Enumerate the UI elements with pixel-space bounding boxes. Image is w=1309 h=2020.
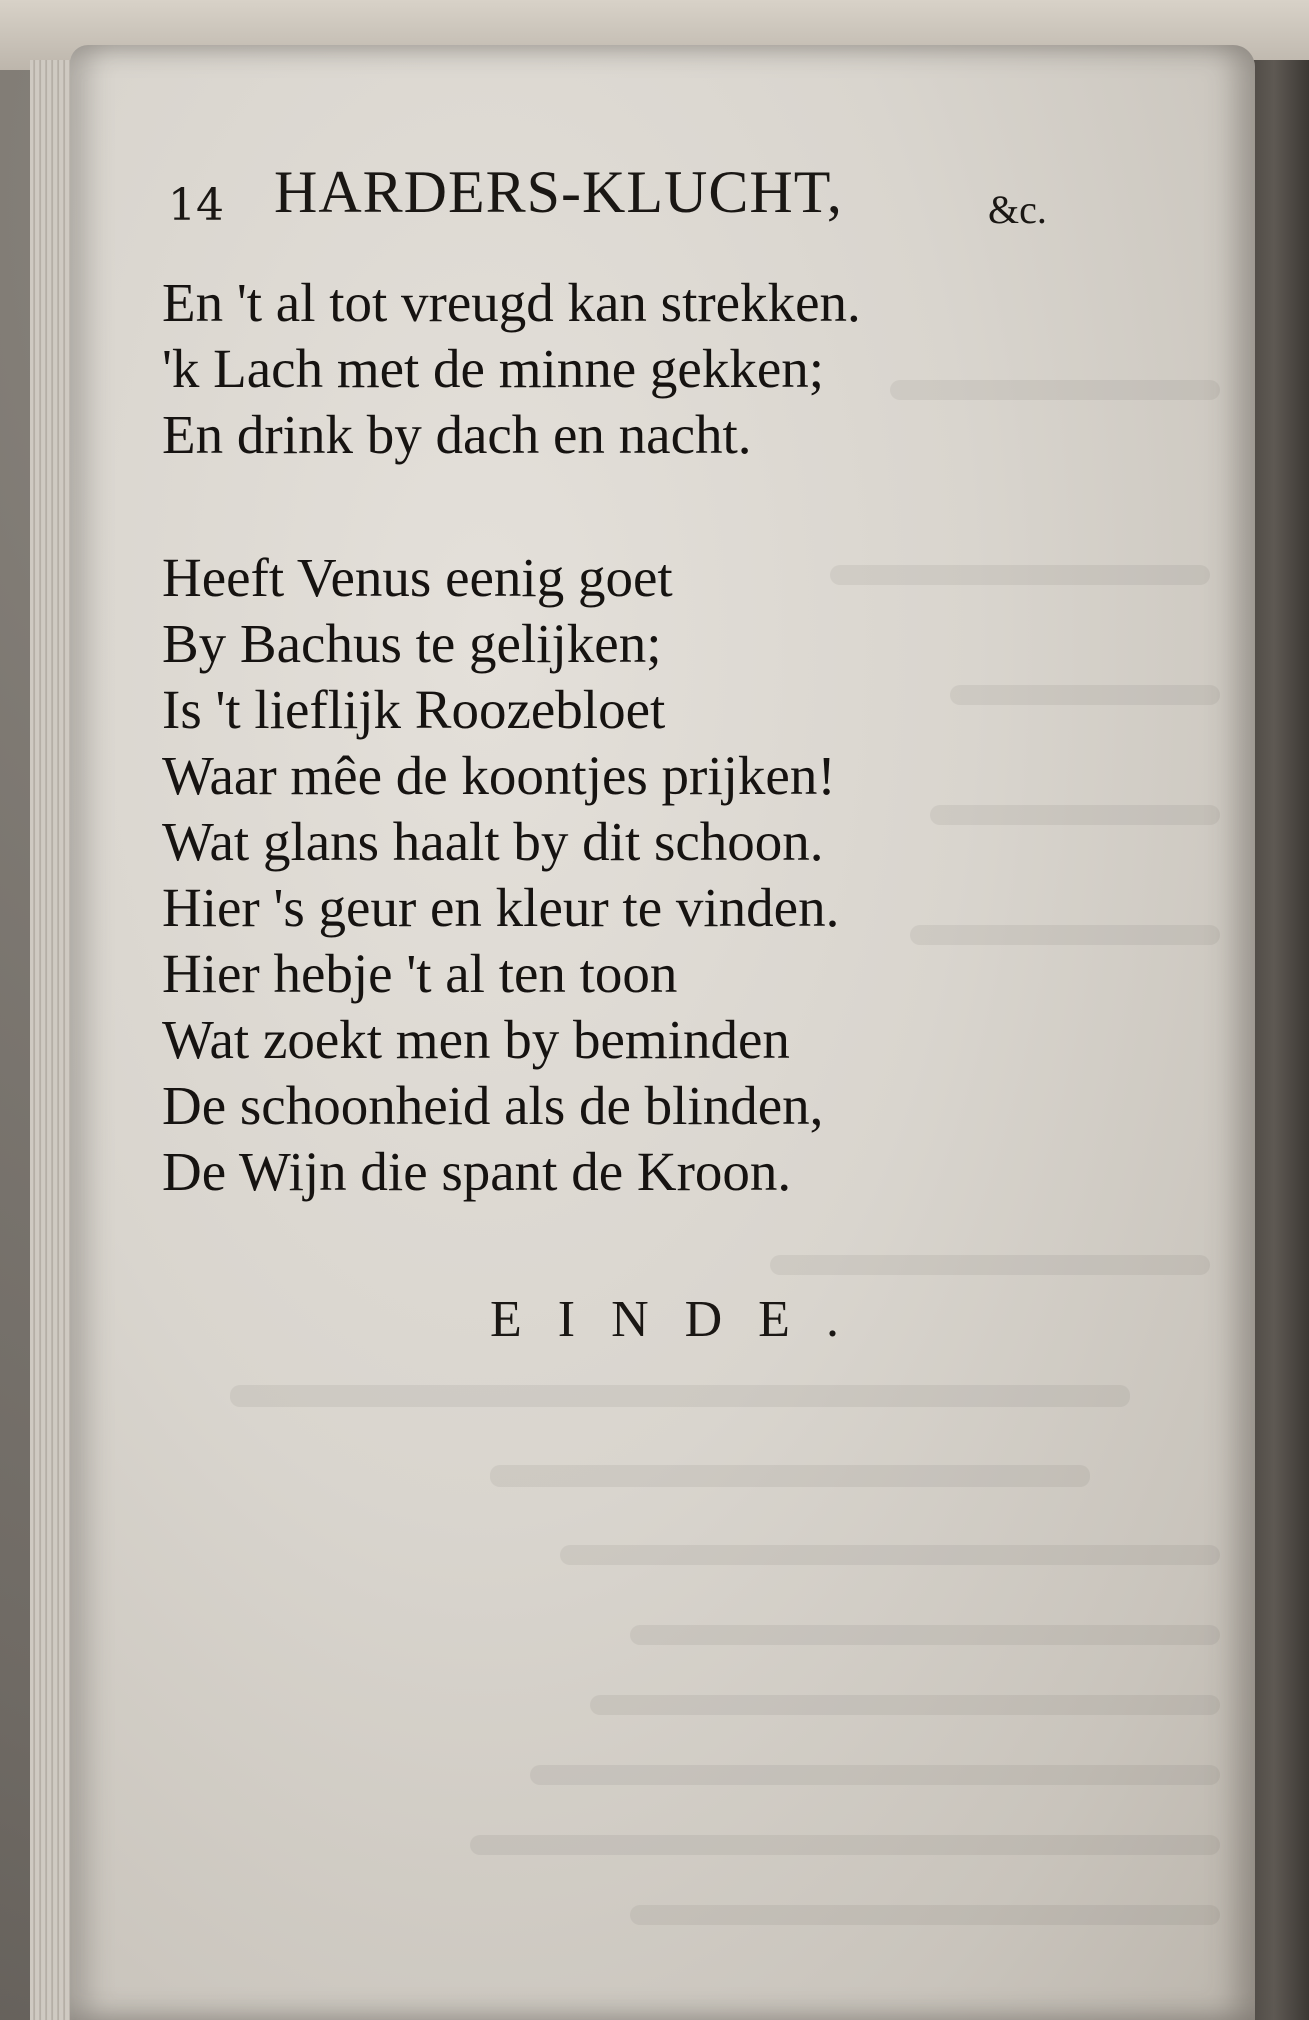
- verse-line: En drink by dach en nacht.: [162, 404, 752, 465]
- verse-line: Hier 's geur en kleur te vinden.: [162, 877, 840, 938]
- verse-line: En 't al tot vreugd kan strekken.: [162, 272, 861, 333]
- verse-line: Heeft Venus eenig goet: [162, 547, 673, 608]
- stanza-1: [162, 270, 861, 468]
- closing-einde: EINDE.: [490, 1291, 875, 1348]
- stanza-2: [162, 545, 839, 1205]
- verse-line: De Wijn die spant de Kroon.: [162, 1141, 792, 1202]
- verse-line: By Bachus te gelijken;: [162, 613, 662, 674]
- verse-line: 'k Lach met de minne gekken;: [162, 338, 825, 399]
- verse-line: De schoonheid als de blinden,: [162, 1075, 824, 1136]
- verse-line: Wat glans haalt by dit schoon.: [162, 811, 824, 872]
- verse-line: Wat zoekt men by beminden: [162, 1009, 790, 1070]
- page-number: 14: [168, 180, 224, 231]
- verse-line: Waar mêe de koontjes prijken!: [162, 745, 836, 806]
- verse-line: Hier hebje 't al ten toon: [162, 943, 678, 1004]
- running-title: HARDERS-KLUCHT,: [274, 159, 843, 225]
- page-header: [168, 150, 1168, 230]
- running-title-etc: &c.: [988, 187, 1047, 232]
- verse-line: Is 't lieflijk Roozebloet: [162, 679, 666, 740]
